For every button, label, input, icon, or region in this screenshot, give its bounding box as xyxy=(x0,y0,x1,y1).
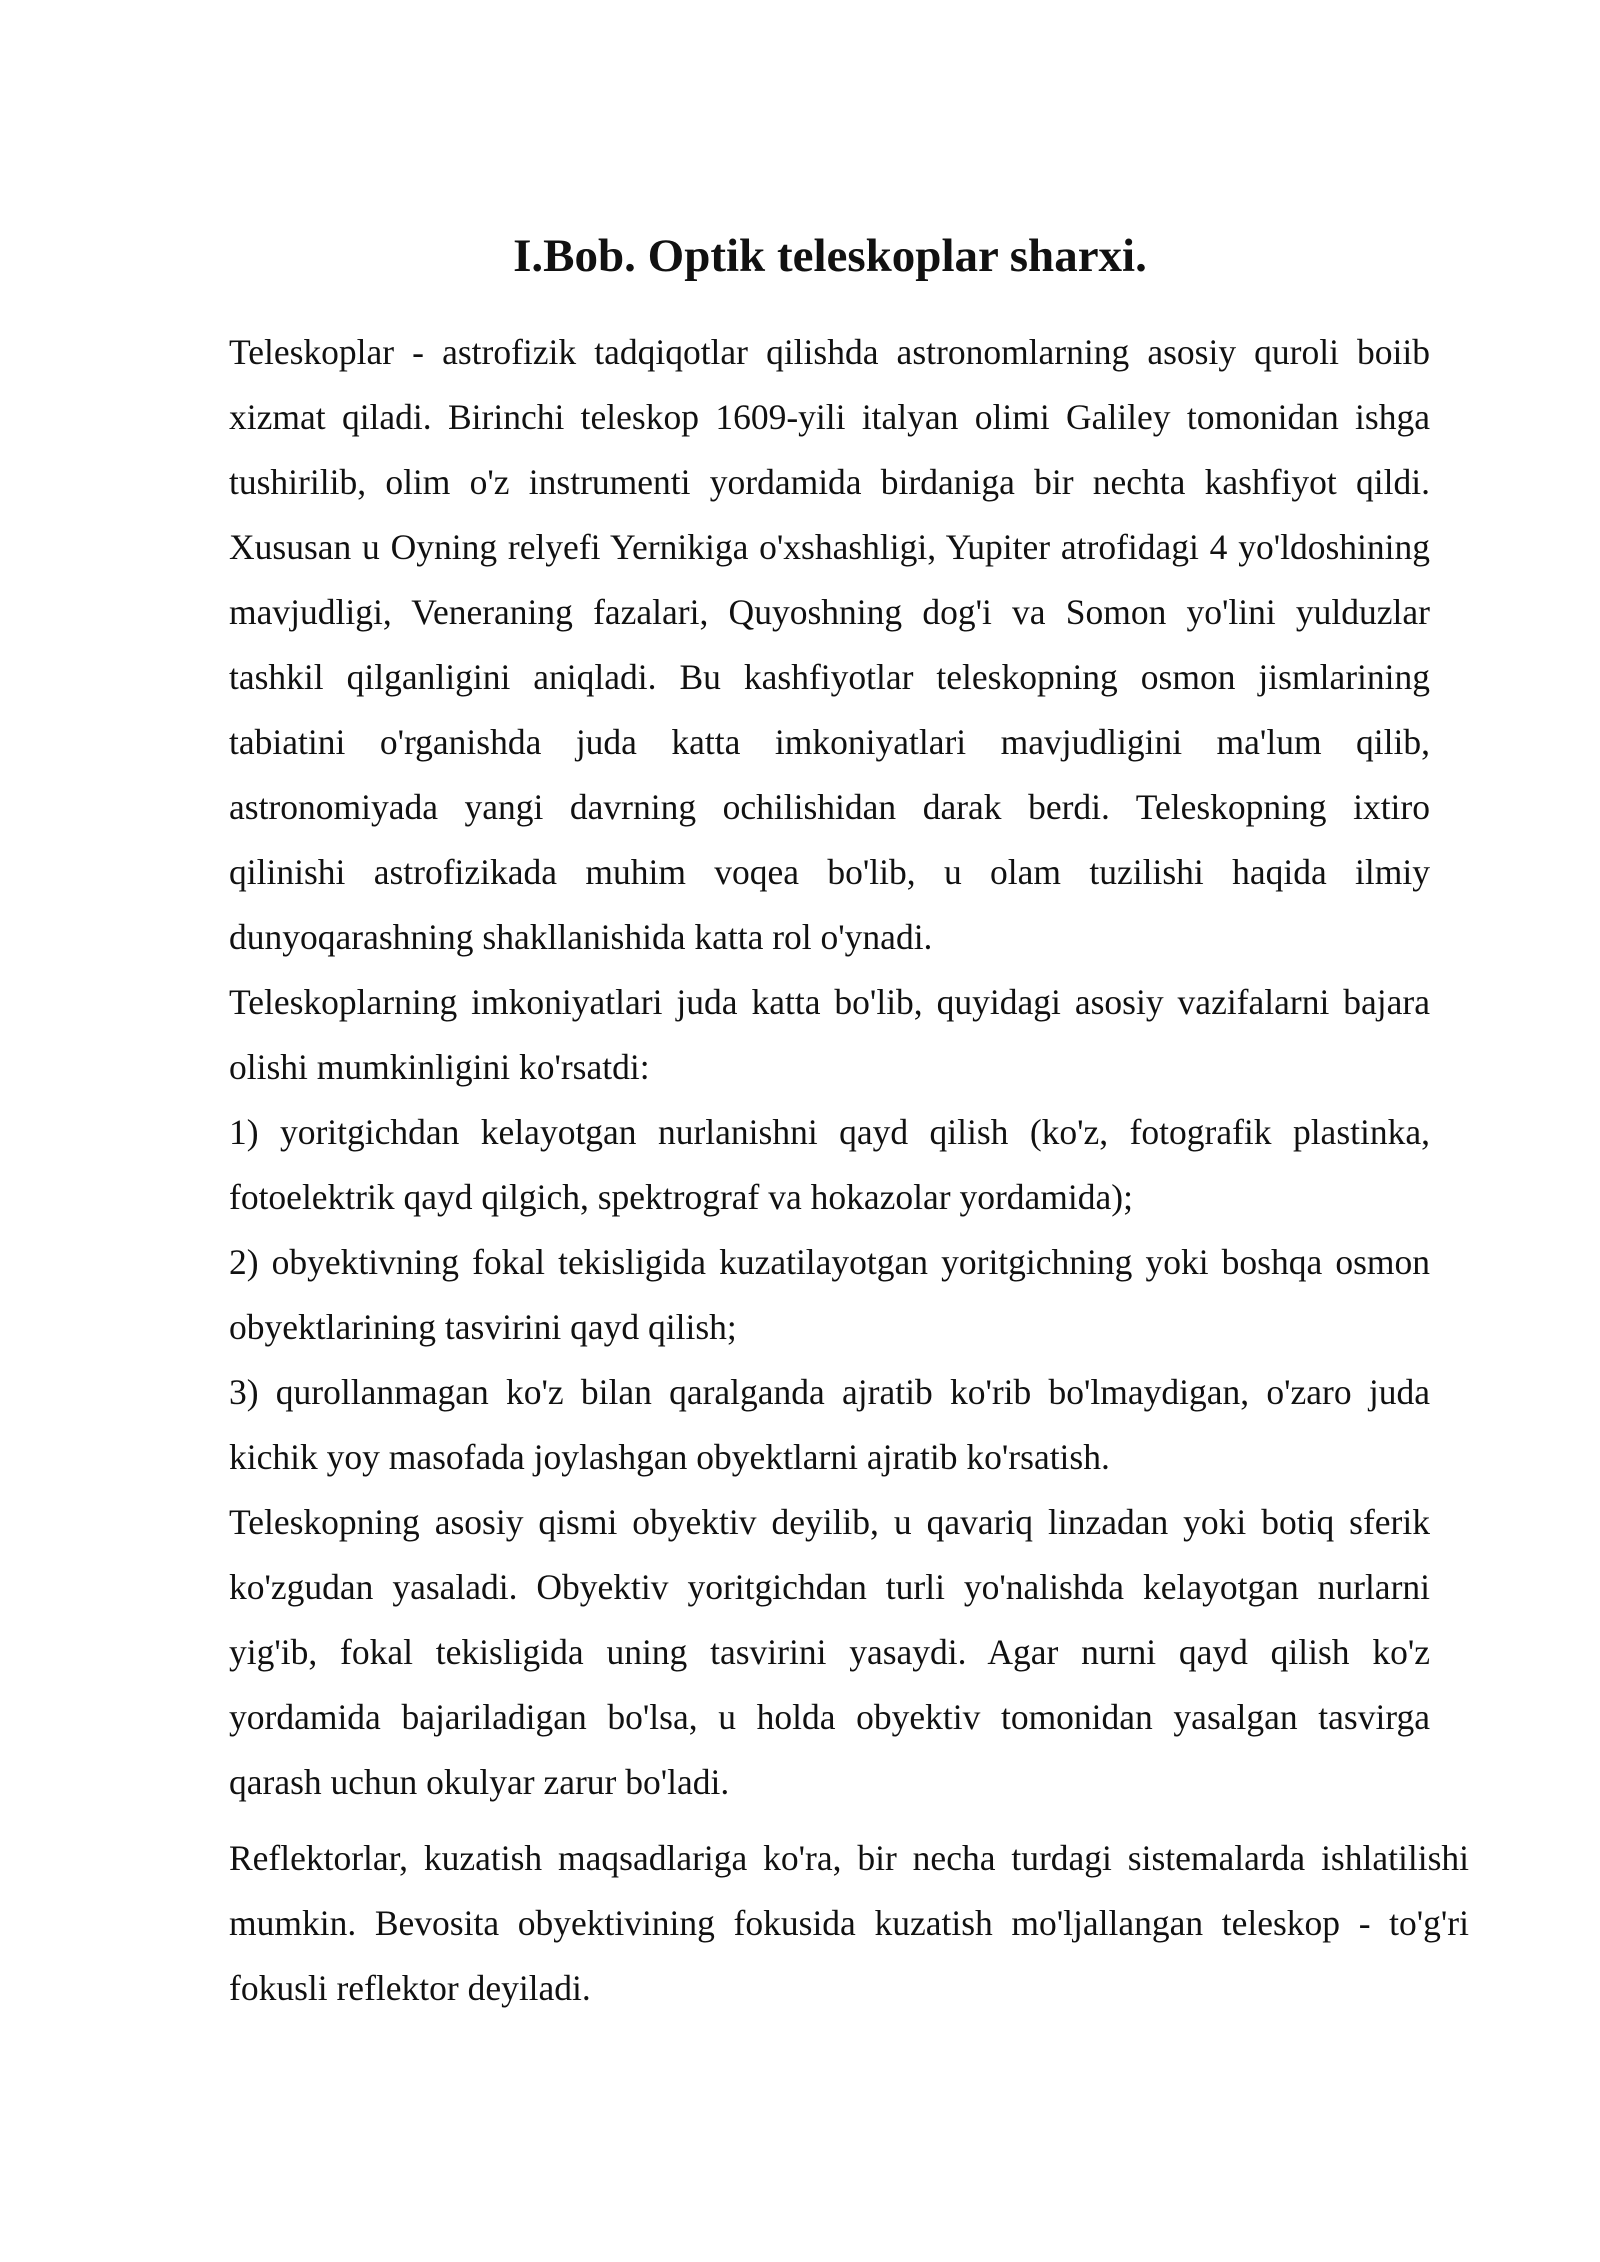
paragraph-history: Teleskoplar - astrofizik tadqiqotlar qilishda astronomlarning asosiy quroli boiib xizmat qiladi. Birinchi teleskop 1609-yili italyan olimi Galiley tomonidan ishga tushirilib, olim o'z instrumenti yordamida birdaniga bir nechta kashfiyot qildi. Xususan u Oyning relyefi Yernikiga o'xshashligi, Yupiter atrofidagi 4 yo'ldoshining mavjudligi, Veneraning fazalari, Quyoshning dog'i va Somon yo'lini yulduzlar tashkil qilganligini aniqladi. Bu kashfiyotlar teleskopning osmon jismlarining tabiatini o'rganishda juda katta imkoniyatlari mavjudligini ma'lum qilib, astronomiyada yangi davrning ochilishidan darak berdi. Teleskopning ixtiro qilinishi astrofizikada muhim voqea bo'lib, u olam tuzilishi haqida ilmiy dunyoqarashning shakllanishida katta rol o'ynadi. xyxy=(229,332,1430,957)
list-item-1: 1) yoritgichdan kelayotgan nurlanishni qayd qilish (ko'z, fotografik plastinka, fotoelektrik qayd qilgich, spektrograf va hokazolar yordamida); xyxy=(229,1112,1430,1217)
list-item-3: 3) qurollanmagan ko'z bilan qaralganda ajratib ko'rib bo'lmaydigan, o'zaro juda kichik yoy masofada joylashgan obyektlarni ajratib ko'rsatish. xyxy=(229,1372,1430,1477)
page-title: I.Bob. Optik teleskoplar sharxi. xyxy=(513,230,1147,282)
paragraph-reflectors: Reflektorlar, kuzatish maqsadlariga ko'ra, bir necha turdagi sistemalarda ishlatilishi mumkin. Bevosita obyektivining fokusida kuzatish mo'ljallangan teleskop - to'g'ri fokusli reflektor deyiladi. xyxy=(229,1838,1469,2008)
paragraph-capabilities-intro: Teleskoplarning imkoniyatlari juda katta bo'lib, quyidagi asosiy vazifalarni bajara olishi mumkinligini ko'rsatdi: xyxy=(229,982,1430,1087)
document-body xyxy=(229,320,1469,2021)
paragraph-objective: Teleskopning asosiy qismi obyektiv deyilib, u qavariq linzadan yoki botiq sferik ko'zgudan yasaladi. Obyektiv yoritgichdan turli yo'nalishda kelayotgan nurlarni yig'ib, fokal tekisligida uning tasvirini yasaydi. Agar nurni qayd qilish ko'z yordamida bajariladigan bo'lsa, u holda obyektiv tomonidan yasalgan tasvirga qarash uchun okulyar zarur bo'ladi. xyxy=(229,1502,1430,1802)
list-item-2: 2) obyektivning fokal tekisligida kuzatilayotgan yoritgichning yoki boshqa osmon obyektlarining tasvirini qayd qilish; xyxy=(229,1242,1430,1347)
